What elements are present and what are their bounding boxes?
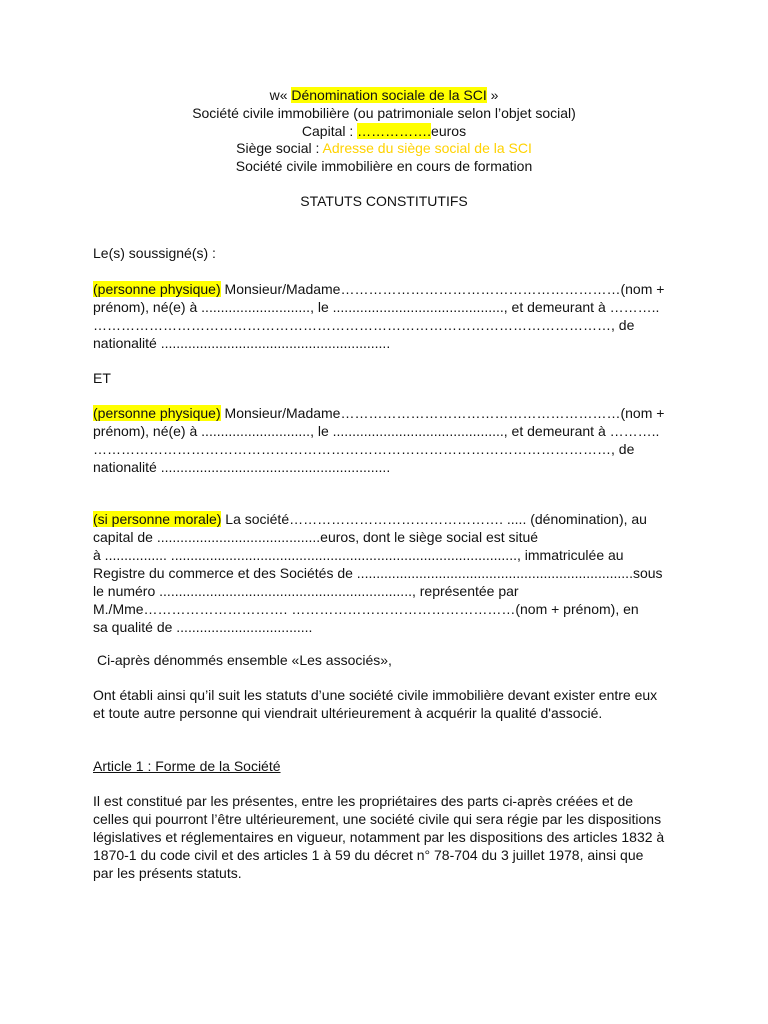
article1-line4: 1870-1 du code civil et des articles 1 à 59 du décret n° 78-704 du 3 juillet 1978, ainsi que bbox=[93, 847, 644, 863]
doc-title: STATUTS CONSTITUTIFS bbox=[300, 193, 468, 209]
siege-line bbox=[0, 139, 768, 157]
morale-line2: capital de ..........................................euros, dont le siège social est situé bbox=[93, 529, 539, 545]
person1-line4: nationalité ........................................................... bbox=[93, 335, 391, 351]
person1-line1: Monsieur/Madame……………………………………………………(nom + bbox=[224, 281, 665, 297]
capital-label: Capital : bbox=[301, 123, 354, 139]
capital-unit: euros bbox=[431, 123, 467, 139]
article1-line5: par les présents statuts. bbox=[93, 865, 242, 881]
etabli-line2: et toute autre personne qui viendrait ultérieurement à acquérir la qualité d'associé. bbox=[93, 705, 603, 721]
et-separator: ET bbox=[93, 370, 111, 386]
morale-line5: le numéro ................................................................., représentée par bbox=[93, 583, 519, 599]
article1-title: Article 1 : Forme de la Société bbox=[93, 758, 281, 774]
formation-line: Société civile immobilière en cours de formation bbox=[235, 158, 533, 174]
name-suffix: » bbox=[490, 87, 499, 103]
associes-line: Ci-après dénommés ensemble «Les associés», bbox=[97, 652, 392, 668]
morale-line4: Registre du commerce et des Sociétés de .......................................................................sous bbox=[93, 565, 663, 581]
person2-line2: prénom), né(e) à ............................, le ............................................, et demeurant à ……….. bbox=[93, 423, 660, 439]
person1-line3: …………………………………………………………………………………………………, de bbox=[93, 317, 635, 333]
article1-paragraph bbox=[93, 792, 675, 882]
person1-tag: (personne physique) bbox=[93, 281, 221, 297]
article1-line2: celles qui pourront l’être ultérieurement, une société civile qui sera régie par les dispositions bbox=[93, 811, 662, 827]
morale-line7: sa qualité de ................................... bbox=[93, 619, 313, 635]
article1-line1: Il est constitué par les présentes, entre les propriétaires des parts ci-après créées et de bbox=[93, 793, 634, 809]
person2-tag: (personne physique) bbox=[93, 405, 221, 421]
sci-name-line bbox=[0, 86, 768, 104]
morale-tag: (si personne morale) bbox=[93, 511, 222, 527]
capital-placeholder: ……………. bbox=[357, 123, 432, 139]
person1-block bbox=[93, 280, 675, 352]
morale-line6: M./Mme…………………………. …………………………………………(nom + prénom), en bbox=[93, 601, 639, 617]
person1-line2: prénom), né(e) à ............................, le ............................................, et demeurant à ……….. bbox=[93, 299, 660, 315]
person2-line3: …………………………………………………………………………………………………, de bbox=[93, 441, 635, 457]
capital-line bbox=[0, 122, 768, 140]
soussignes-label: Le(s) soussigné(s) : bbox=[93, 245, 216, 261]
article1-line3: législatives et réglementaires en vigueur, notamment par les dispositions des articles 1832 à bbox=[93, 829, 665, 845]
siege-label: Siège social : bbox=[236, 140, 320, 156]
etabli-paragraph bbox=[93, 686, 675, 722]
sci-name-placeholder: Dénomination sociale de la SCI bbox=[291, 87, 487, 103]
morale-line3: à ................ ........................................................................................., immatriculée au bbox=[93, 547, 624, 563]
etabli-line1: Ont établi ainsi qu’il suit les statuts d’une société civile immobilière devant exister entre eux bbox=[93, 687, 658, 703]
morale-line1: La société………………………………………. ..... (dénomination), au bbox=[225, 511, 647, 527]
siege-placeholder: Adresse du siège social de la SCI bbox=[322, 140, 532, 156]
sci-subtitle: Société civile immobilière (ou patrimoniale selon l’objet social) bbox=[192, 105, 576, 121]
person2-line4: nationalité ........................................................... bbox=[93, 459, 391, 475]
morale-block bbox=[93, 510, 675, 636]
name-prefix: w« bbox=[269, 87, 288, 103]
person2-line1: Monsieur/Madame……………………………………………………(nom + bbox=[224, 405, 665, 421]
person2-block bbox=[93, 404, 675, 476]
